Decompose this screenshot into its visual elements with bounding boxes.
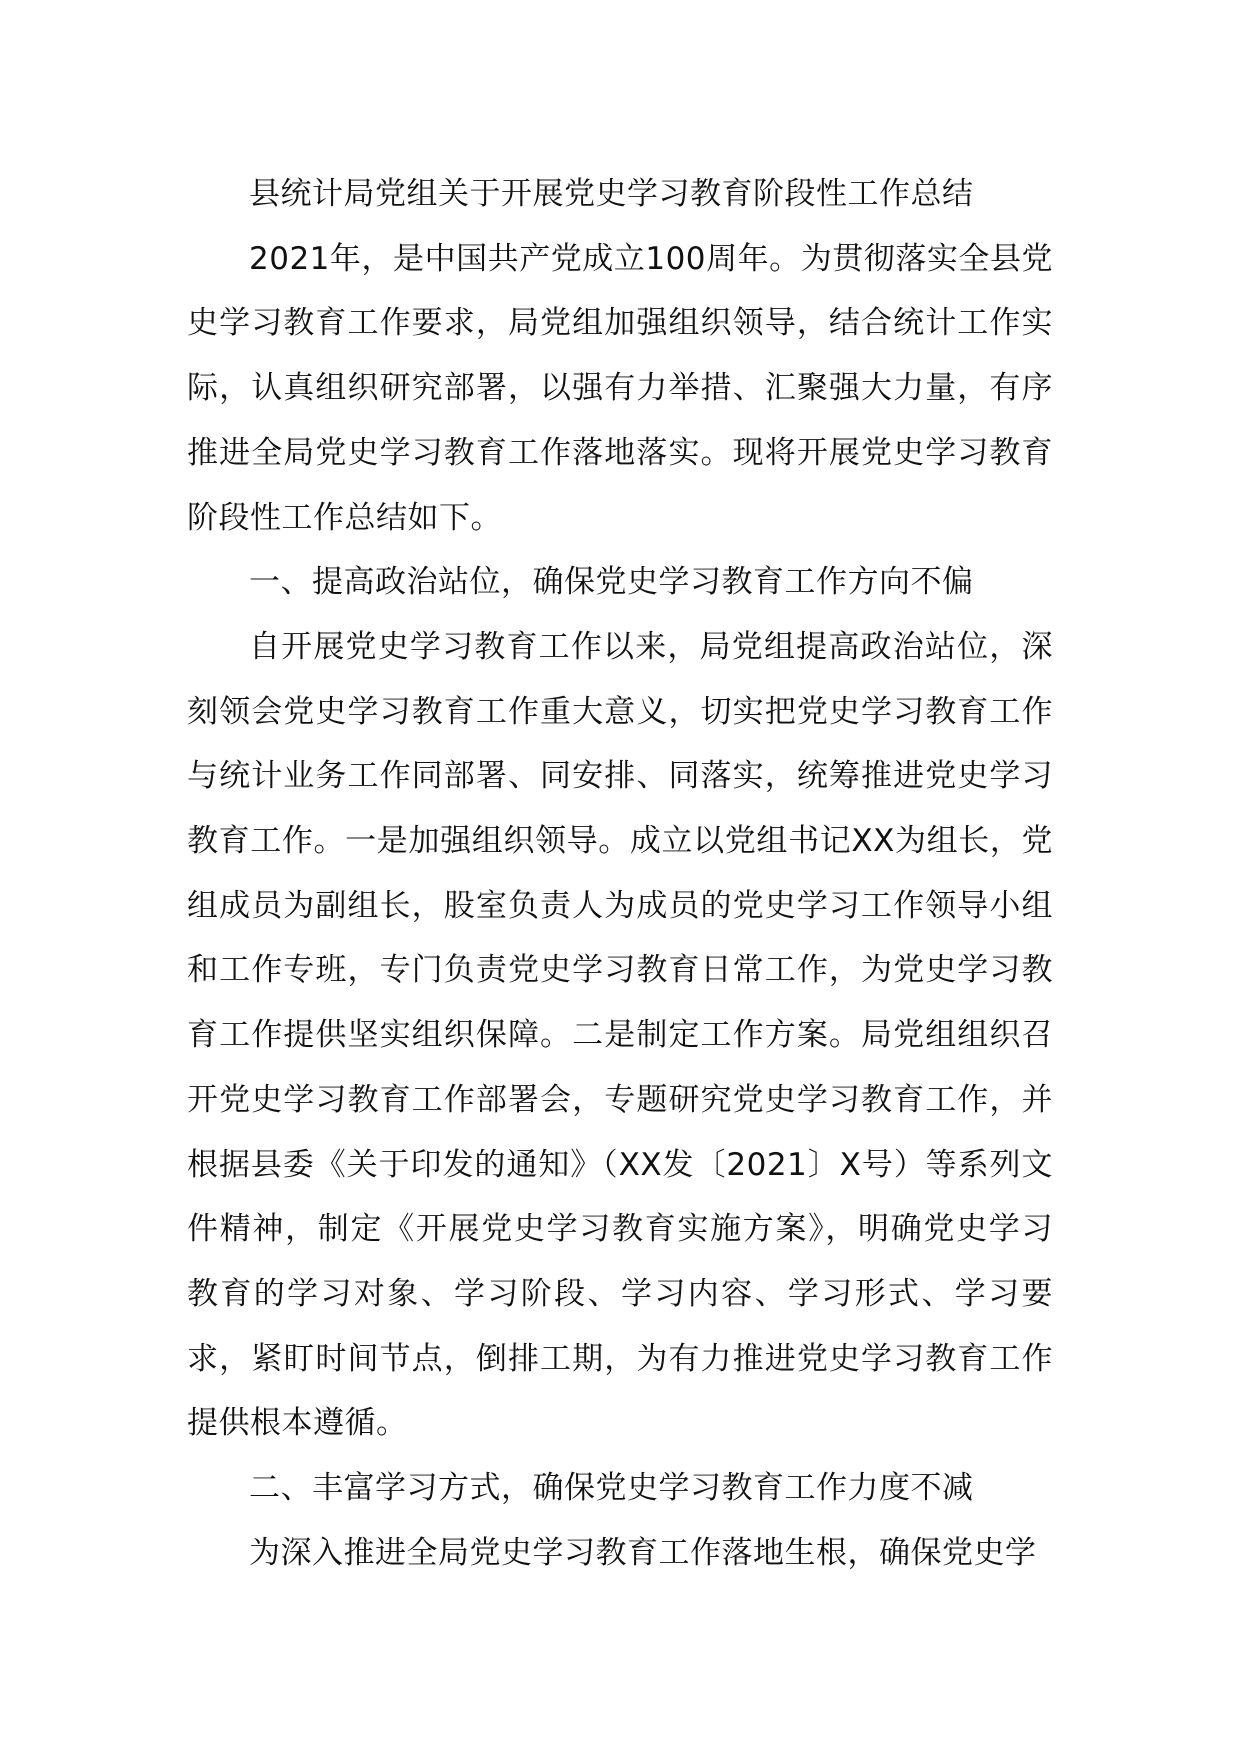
document-title: 县统计局党组关于开展党史学习教育阶段性工作总结 (249, 176, 974, 212)
section-1-heading: 一、提高政治站位，确保党史学习教育工作方向不偏 (249, 564, 974, 601)
section-2-heading: 二、丰富学习方式，确保党史学习教育工作力度不减 (249, 1470, 974, 1507)
intro-paragraph: 2021年，是中国共产党成立100周年。为贯彻落实全县党史学习教育工作要求，局党组加强组织领导，结合统计工作实际，认真组织研究部署，以强有力举措、汇聚强大力量，有序推进全局党史学习教育工作落地落实。现将开展党史学习教育阶段性工作总结如下。 (187, 240, 1053, 536)
section-2-paragraph: 为深入推进全局党史学习教育工作落地生根，确保党史学 (249, 1534, 1037, 1571)
document-body (187, 162, 1053, 1585)
section-1-paragraph: 自开展党史学习教育工作以来，局党组提高政治站位，深刻领会党史学习教育工作重大意义，切实把党史学习教育工作与统计业务工作同部署、同安排、同落实，统筹推进党史学习教育工作。一是加强组织领导。成立以党组书记XX为组长，党组成员为副组长，股室负责人为成员的党史学习工作领导小组和工作专班，专门负责党史学习教育日常工作，为党史学习教育工作提供坚实组织保障。二是制定工作方案。局党组组织召开党史学习教育工作部署会，专题研究党史学习教育工作，并根据县委《关于印发的通知》（XX发〔2021〕X号）等系列文件精神，制定《开展党史学习教育实施方案》，明确党史学习教育的学习对象、学习阶段、学习内容、学习形式、学习要求，紧盯时间节点，倒排工期，为有力推进党史学习教育工作提供根本遵循。 (187, 628, 1053, 1442)
